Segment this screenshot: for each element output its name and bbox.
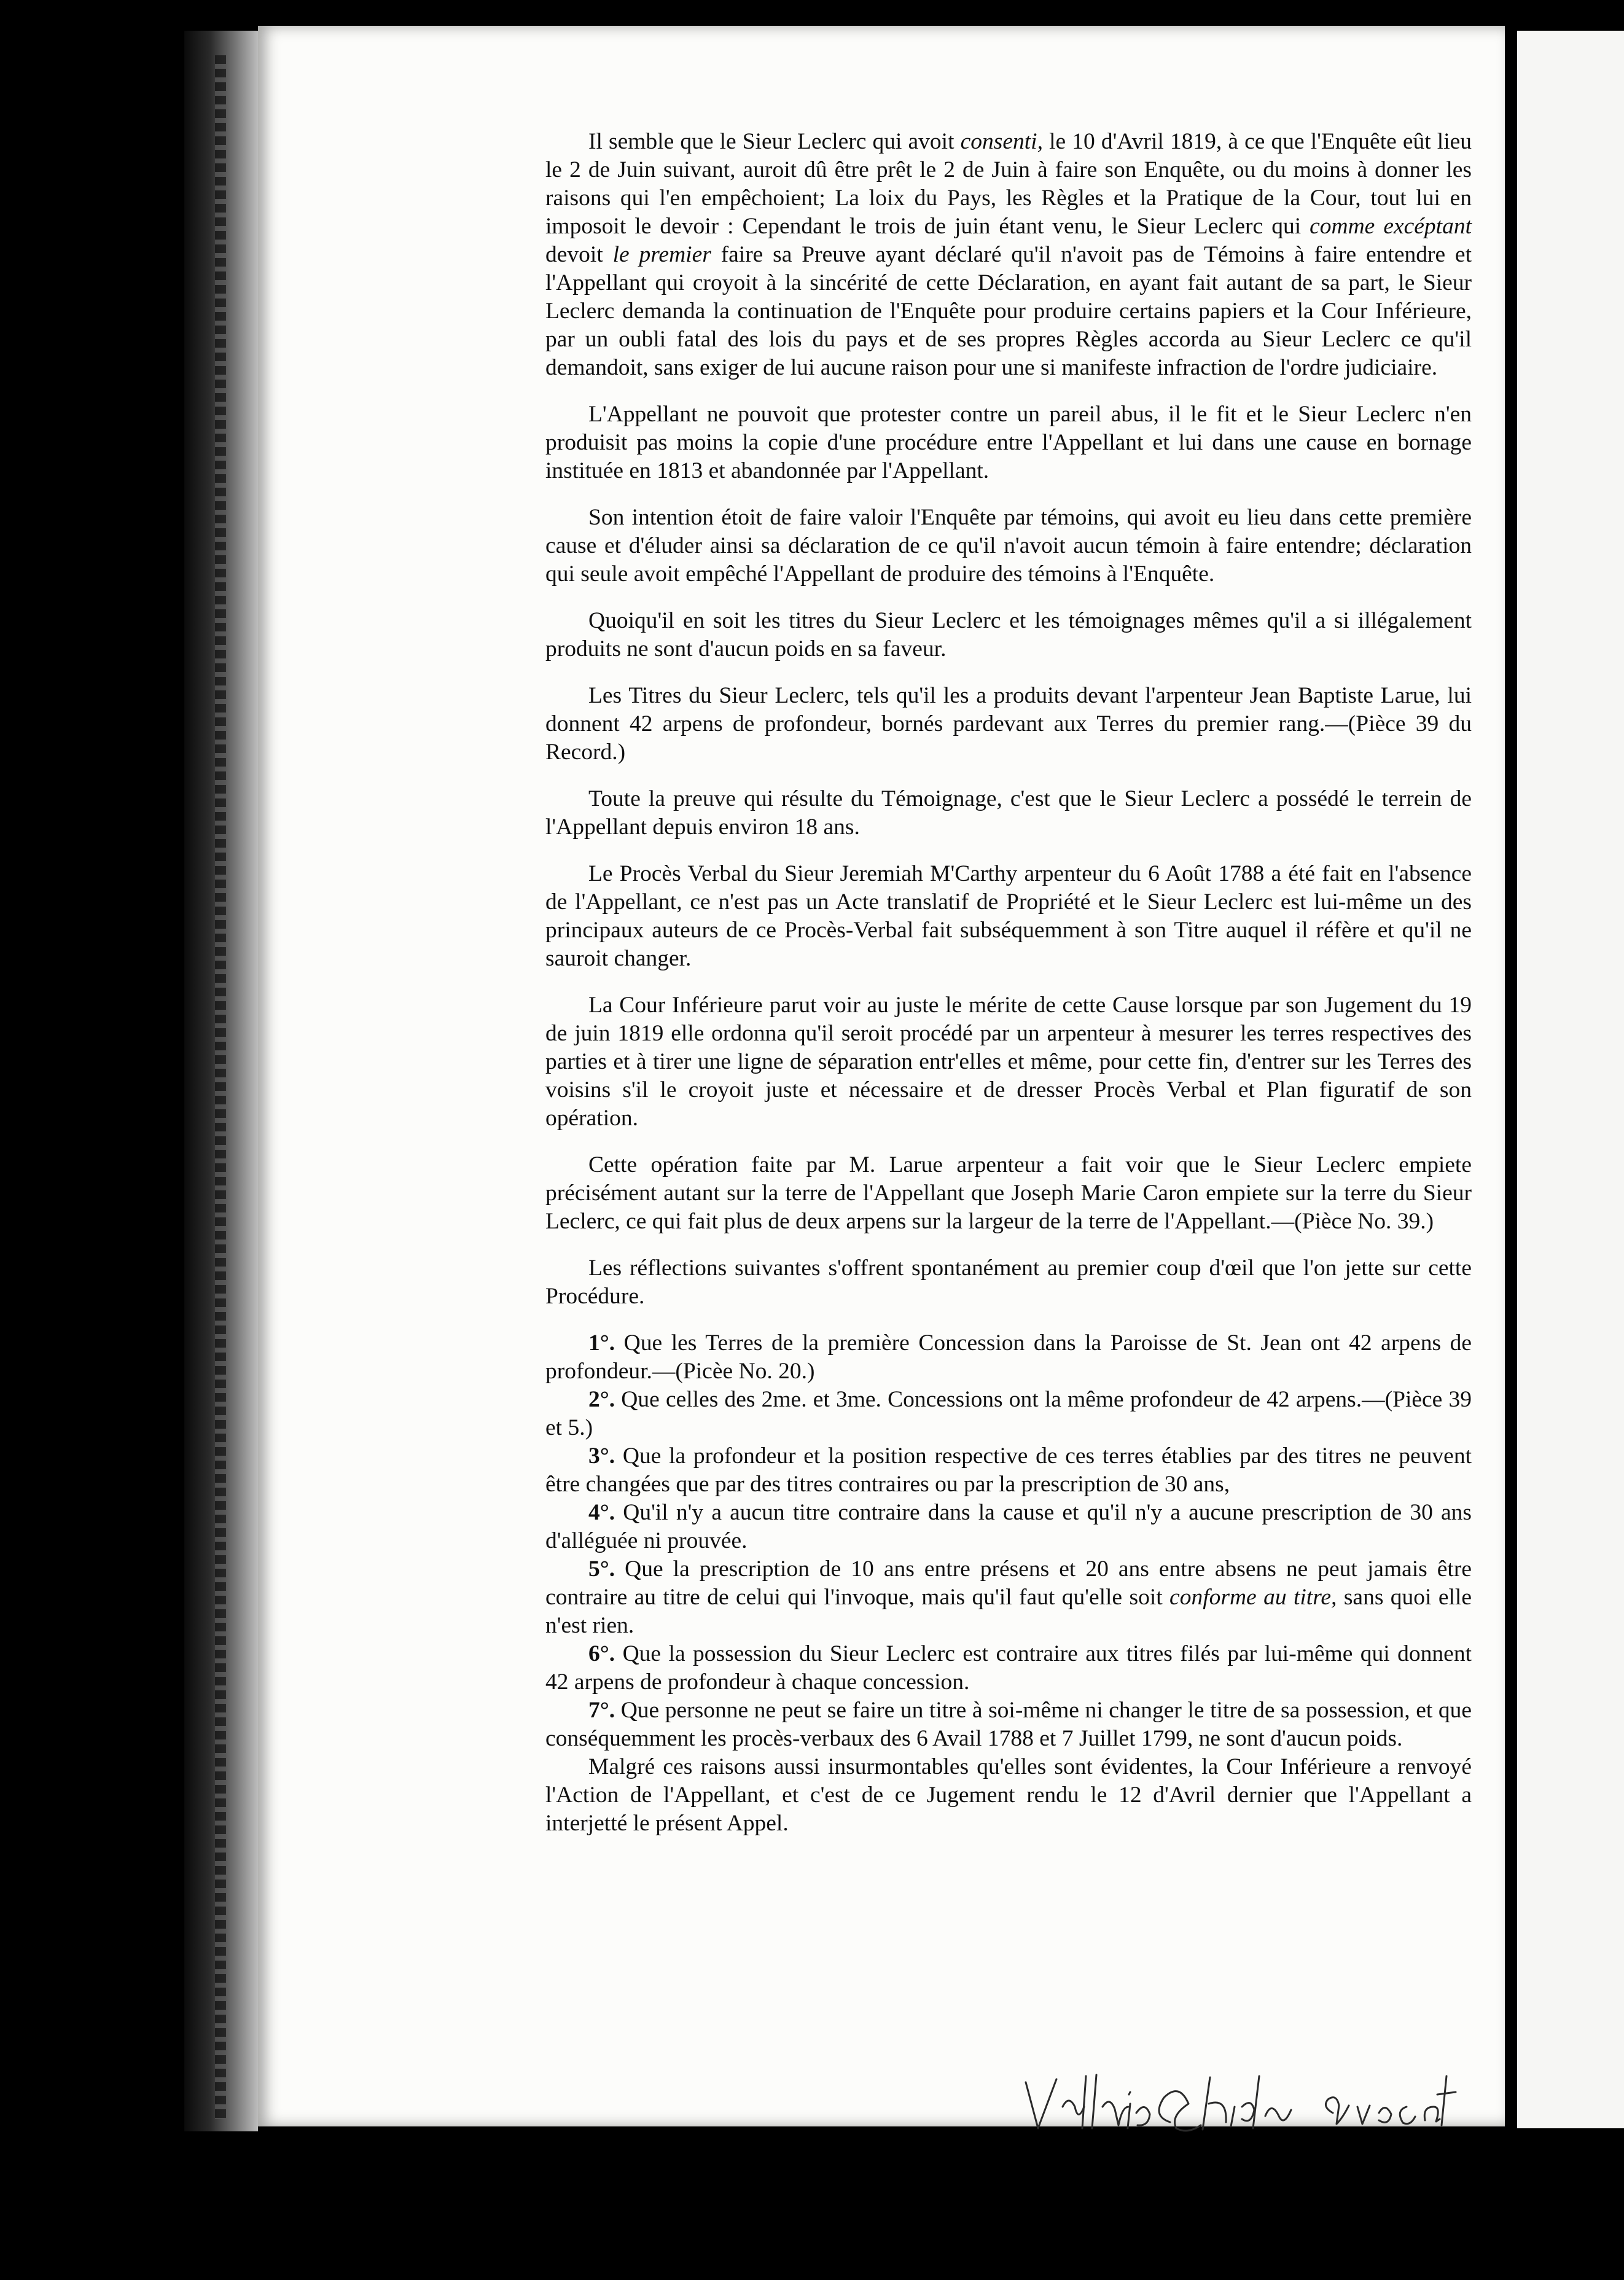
facing-page-edge [1517, 31, 1624, 2128]
list-item [545, 1386, 1472, 1442]
italic-run: le premier [612, 242, 711, 267]
paragraph-7: Le Procès Verbal du Sieur Jeremiah M'Carthy arpenteur du 6 Août 1788 a été fait en l'absence de l'Appellant, ce n'est pas un Acte translatif de Propriété et le Sieur Leclerc est lui-même un des principaux auteurs de ce Procès-Verbal fait subséquemment à son Titre auquel il réfère et qu'il ne sauroit changer. [545, 861, 1472, 971]
paragraph-3: Son intention étoit de faire valoir l'Enquête par témoins, qui avoit eu lieu dans cette première cause et d'éluder ainsi sa déclaration de ce qu'il n'avoit aucun témoin à faire entendre; déclaration qui seule avoit empêché l'Appellant de produire des témoins à l'Enquête. [545, 505, 1472, 587]
list-item [545, 1555, 1472, 1640]
list-number: 5°. [588, 1556, 615, 1582]
list-number: 7°. [588, 1698, 615, 1723]
page-gutter [1505, 26, 1517, 2126]
italic-run: comme excéptant [1310, 214, 1472, 239]
paragraph-2: L'Appellant ne pouvoit que protester contre un pareil abus, il le fit et le Sieur Leclerc n'en produisit pas moins la copie d'une procédure entre l'Appellant et lui dans une cause en bornage instituée en 1813 et abandonnée par l'Appellant. [545, 402, 1472, 483]
document-body [545, 128, 1472, 1856]
paragraph-9: Cette opération faite par M. Larue arpenteur a fait voir que le Sieur Leclerc empiete précisément autant sur la terre de l'Appellant que Joseph Marie Caron empiete sur la terre du Sieur Leclerc, ce qui fait plus de deux arpens sur la largeur de la terre de l'Appellant.—(Pièce No. 39.) [545, 1152, 1472, 1234]
list-number: 1°. [588, 1330, 615, 1356]
list-italic: conforme au titre, [1169, 1585, 1337, 1610]
list-item [545, 1640, 1472, 1696]
page-edges [215, 55, 226, 2119]
list-item [545, 1499, 1472, 1555]
handwritten-signature [1013, 2070, 1480, 2138]
paragraph-1 [545, 128, 1472, 382]
italic-run: consenti, [960, 129, 1043, 154]
paragraph-8: La Cour Inférieure parut voir au juste le mérite de cette Cause lorsque par son Jugement du 19 de juin 1819 elle ordonna qu'il seroit procédé par un arpenteur à mesurer les terres respectives des parties et à tirer une ligne de séparation entr'elles et même, pour cette fin, d'entrer sur les Terres des voisins s'il le croyoit juste et nécessaire et de dresser Procès Verbal et Plan figuratif de son opération. [545, 993, 1472, 1131]
reflections-list [545, 1329, 1472, 1753]
list-number: 6°. [588, 1641, 615, 1666]
list-text: Que la possession du Sieur Leclerc est contraire aux titres filés par lui-même qui donnent 42 arpens de profondeur à chaque concession. [545, 1641, 1472, 1695]
list-item [545, 1696, 1472, 1753]
list-text: Que les Terres de la première Concession dans la Paroisse de St. Jean ont 42 arpens de profondeur.—(Picèe No. 20.) [545, 1330, 1472, 1384]
closing-paragraph: Malgré ces raisons aussi insurmontables qu'elles sont évidentes, la Cour Inférieure a renvoyé l'Action de l'Appellant, et c'est de ce Jugement rendu le 12 d'Avril dernier que l'Appellant a interjetté le présent Appel. [545, 1754, 1472, 1836]
paragraph-5: Les Titres du Sieur Leclerc, tels qu'il les a produits devant l'arpenteur Jean Baptiste Larue, lui donnent 42 arpens de profondeur, bornés pardevant aux Terres du premier rang.—(Pièce 39 du Record.) [545, 683, 1472, 765]
text-run: Il semble que le Sieur Leclerc qui avoit [588, 129, 961, 154]
paragraph-10: Les réflections suivantes s'offrent spontanément au premier coup d'œil que l'on jette sur cette Procédure. [545, 1255, 1472, 1309]
paragraph-4: Quoiqu'il en soit les titres du Sieur Leclerc et les témoignages mêmes qu'il a si illégalement produits ne sont d'aucun poids en sa faveur. [545, 608, 1472, 662]
list-text: Que celles des 2me. et 3me. Concessions ont la même profondeur de 42 arpens.—(Pièce 39 et 5.) [545, 1387, 1472, 1440]
text-run: faire sa Preuve ayant déclaré qu'il n'avoit pas de Témoins à faire entendre et l'Appellant qui croyoit à la sincérité de cette Déclaration, en ayant fait autant de sa part, le Sieur Leclerc demanda la continuation de l'Enquête pour produire certains papiers et la Cour Inférieure, par un oubli fatal des lois du pays et de ses propres Règles accorda au Sieur Leclerc ce qu'il demandoit, sans exiger de lui aucune raison pour une si manifeste infraction de l'ordre judiciaire. [545, 242, 1472, 380]
list-item [545, 1329, 1472, 1386]
signature-scribble [1013, 2070, 1480, 2138]
list-number: 3°. [588, 1443, 615, 1469]
list-number: 2°. [588, 1387, 615, 1412]
text-run: le 10 d'Avril 1819, à ce que l'Enquête eût lieu le 2 de Juin suivant, auroit dû être prêt le 2 de Juin à faire son Enquête, ou du moins à donner les raisons qui l'en empêchoient; La loix du Pays, les Règles et la Pratique de la Cour, tout lui en imposoit le devoir : Cependant le trois de juin étant venu, le Sieur Leclerc qui [545, 129, 1472, 239]
list-text: Que la prescription de 10 ans entre présens et 20 ans entre absens ne peut jamais être contraire au titre de celui qui l'invoque, mais qu'il faut qu'elle soit [545, 1556, 1472, 1610]
list-text: sans quoi elle n'est rien. [545, 1585, 1472, 1638]
list-text: Que personne ne peut se faire un titre à soi-même ni changer le titre de sa possession, et que conséquemment les procès-verbaux des 6 Avail 1788 et 7 Juillet 1799, ne sont d'aucun poids. [545, 1698, 1472, 1751]
paragraph-6: Toute la preuve qui résulte du Témoignage, c'est que le Sieur Leclerc a possédé le terrein de l'Appellant depuis environ 18 ans. [545, 786, 1472, 840]
list-item [545, 1442, 1472, 1499]
text-run: devoit [545, 242, 613, 267]
list-number: 4°. [588, 1500, 615, 1525]
list-text: Qu'il n'y a aucun titre contraire dans la cause et qu'il n'y a aucune prescription de 30 ans d'alléguée ni prouvée. [545, 1500, 1472, 1553]
list-text: Que la profondeur et la position respective de ces terres établies par des titres ne peuvent être changées que par des titres contraires ou par la prescription de 30 ans, [545, 1443, 1472, 1497]
